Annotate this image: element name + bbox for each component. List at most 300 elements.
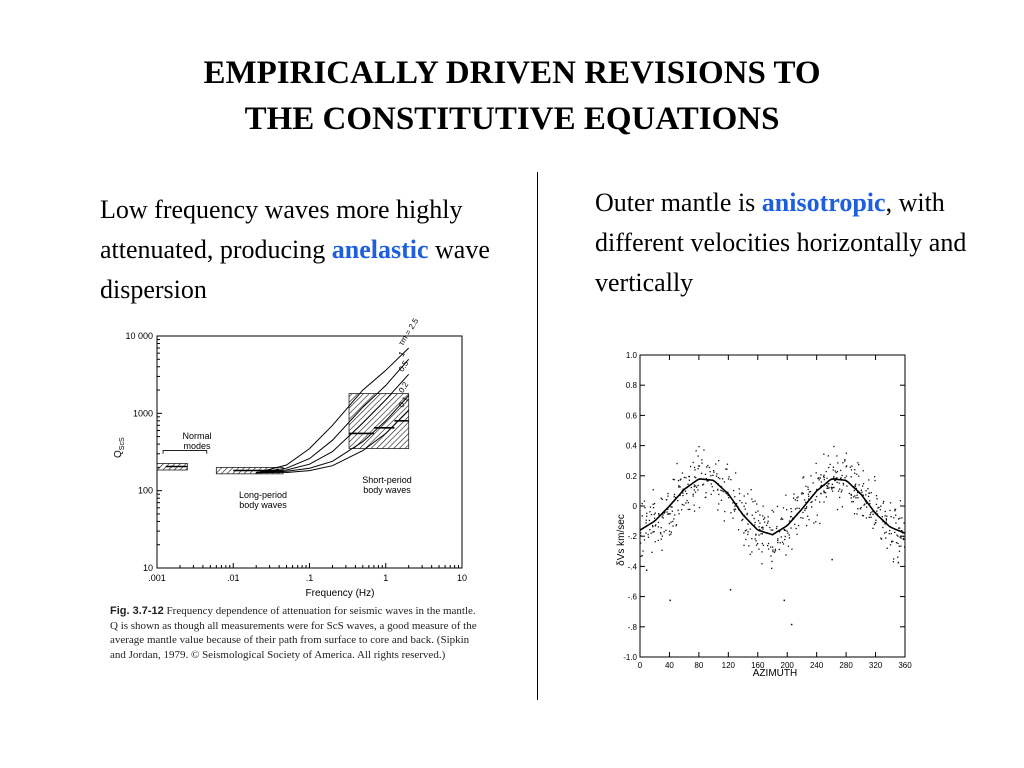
v-data-point — [861, 492, 862, 493]
v-data-point — [734, 506, 735, 507]
v-data-point — [722, 490, 723, 491]
v-data-point — [660, 532, 661, 533]
q-y-tick-label: 100 — [137, 485, 153, 496]
v-data-point — [676, 463, 677, 464]
v-data-point — [733, 490, 734, 491]
v-data-point — [816, 496, 817, 497]
v-data-point — [677, 500, 678, 501]
v-data-point — [880, 538, 881, 539]
v-data-point — [718, 494, 719, 495]
v-data-point — [750, 554, 751, 555]
v-data-point — [759, 514, 760, 515]
v-data-point — [735, 509, 736, 510]
v-data-point — [791, 511, 792, 512]
v-data-point — [837, 471, 838, 472]
q-x-tick-label: .1 — [305, 573, 314, 583]
v-data-point — [694, 511, 695, 512]
v-data-point — [855, 484, 856, 485]
v-data-point — [890, 516, 891, 517]
v-data-point — [784, 539, 785, 540]
v-data-point — [694, 469, 695, 470]
v-data-point — [842, 462, 843, 463]
v-data-point — [660, 533, 661, 534]
v-data-point — [885, 515, 886, 516]
v-data-point — [807, 516, 808, 517]
v-data-point — [688, 502, 689, 503]
v-data-point — [786, 509, 787, 510]
v-data-point — [651, 514, 652, 515]
left-text-before: Low frequency waves more highly attenuated, producing — [100, 195, 463, 264]
v-data-point — [891, 541, 892, 542]
v-data-point — [770, 555, 771, 556]
v-data-point — [791, 624, 793, 626]
short-period-label-2: body waves — [363, 485, 411, 495]
v-data-point — [722, 478, 723, 479]
v-data-point — [842, 475, 843, 476]
v-data-point — [688, 509, 689, 510]
v-data-point — [693, 495, 694, 496]
v-data-point — [703, 484, 704, 485]
v-data-point — [854, 513, 855, 514]
v-data-point — [798, 525, 799, 526]
v-data-point — [779, 549, 780, 550]
title-line-2: THE CONSTITUTIVE EQUATIONS — [244, 101, 780, 137]
q-curve-label: 0.1 — [396, 394, 411, 410]
v-data-point — [764, 517, 765, 518]
v-data-point — [653, 507, 654, 508]
q-x-axis-label: Frequency (Hz) — [305, 588, 375, 599]
v-data-point — [886, 532, 887, 533]
v-data-point — [893, 558, 894, 559]
v-data-point — [819, 523, 820, 524]
v-data-point — [685, 491, 686, 492]
v-data-point — [662, 499, 663, 500]
v-data-point — [797, 500, 798, 501]
v-data-point — [771, 568, 772, 569]
v-data-point — [859, 484, 860, 485]
v-data-point — [894, 510, 895, 511]
v-data-point — [744, 506, 745, 507]
v-data-point — [828, 483, 829, 484]
v-data-point — [856, 513, 857, 514]
v-data-point — [674, 479, 675, 480]
v-data-point — [693, 494, 694, 495]
v-data-point — [658, 522, 659, 523]
v-data-point — [768, 521, 769, 522]
v-data-point — [667, 493, 668, 494]
v-data-point — [735, 472, 736, 473]
v-data-point — [738, 529, 739, 530]
v-data-point — [654, 531, 655, 532]
v-data-point — [694, 505, 695, 506]
v-data-point — [890, 502, 891, 503]
v-data-point — [868, 493, 869, 494]
v-data-point — [837, 462, 838, 463]
v-data-point — [854, 469, 855, 470]
v-data-point — [772, 551, 773, 552]
v-x-tick-label: 40 — [664, 661, 674, 670]
attenuation-chart — [105, 318, 485, 603]
v-data-point — [876, 511, 877, 512]
v-data-point — [883, 501, 884, 502]
v-data-point — [745, 503, 746, 504]
v-data-point — [674, 494, 675, 495]
v-data-point — [843, 484, 844, 485]
v-data-point — [895, 509, 896, 510]
v-x-tick-label: 80 — [694, 661, 704, 670]
v-data-point — [844, 460, 845, 461]
v-data-point — [804, 510, 805, 511]
v-data-point — [851, 466, 852, 467]
v-data-point — [813, 482, 814, 483]
v-data-point — [776, 528, 777, 529]
v-data-point — [696, 487, 697, 488]
v-data-point — [672, 511, 673, 512]
v-data-point — [813, 522, 814, 523]
v-data-point — [751, 499, 752, 500]
v-data-point — [858, 464, 859, 465]
v-data-point — [817, 515, 818, 516]
v-data-point — [661, 527, 662, 528]
v-data-point — [882, 527, 883, 528]
v-data-point — [747, 493, 748, 494]
v-data-point — [863, 470, 864, 471]
v-data-point — [668, 513, 669, 514]
v-data-point — [887, 548, 888, 549]
v-data-point — [893, 517, 894, 518]
v-data-point — [741, 520, 742, 521]
v-data-point — [834, 480, 835, 481]
v-data-point — [718, 460, 719, 461]
v-data-point — [793, 498, 794, 499]
v-data-point — [644, 501, 645, 502]
v-data-point — [745, 530, 746, 531]
v-data-point — [748, 531, 749, 532]
v-data-point — [855, 497, 856, 498]
v-data-point — [705, 474, 706, 475]
v-data-point — [739, 488, 740, 489]
q-curve-label: 0.5 — [396, 359, 411, 374]
v-data-point — [840, 478, 841, 479]
v-data-point — [713, 490, 714, 491]
v-x-tick-label: 280 — [839, 661, 853, 670]
v-data-point — [868, 496, 869, 497]
v-data-point — [739, 493, 740, 494]
v-data-point — [846, 485, 847, 486]
v-data-point — [899, 551, 900, 552]
v-data-point — [815, 499, 816, 500]
v-data-point — [819, 501, 820, 502]
v-data-point — [658, 540, 659, 541]
v-data-point — [724, 481, 725, 482]
v-data-point — [689, 476, 690, 477]
v-data-point — [889, 533, 890, 534]
left-body-text — [100, 190, 520, 310]
v-data-point — [903, 536, 904, 537]
v-data-point — [787, 533, 788, 534]
v-data-point — [874, 524, 875, 525]
v-data-point — [694, 489, 695, 490]
v-data-point — [795, 508, 796, 509]
v-data-point — [783, 543, 784, 544]
v-data-point — [678, 510, 679, 511]
v-data-point — [856, 474, 857, 475]
v-data-point — [685, 477, 686, 478]
v-data-point — [827, 488, 828, 489]
v-data-point — [682, 493, 683, 494]
v-data-point — [884, 532, 885, 533]
v-data-point — [832, 484, 833, 485]
v-data-point — [857, 462, 858, 463]
v-data-point — [900, 537, 901, 538]
v-data-point — [760, 533, 761, 534]
v-data-point — [673, 518, 674, 519]
anisotropy-figure — [600, 340, 920, 685]
v-data-point — [698, 446, 699, 447]
v-data-point — [762, 528, 763, 529]
v-data-point — [772, 530, 773, 531]
v-data-point — [857, 497, 858, 498]
v-data-point — [768, 516, 769, 517]
v-data-point — [876, 498, 877, 499]
v-plot-frame — [640, 355, 905, 657]
v-data-point — [870, 512, 871, 513]
v-data-point — [872, 511, 873, 512]
v-data-point — [798, 496, 799, 497]
v-data-point — [777, 542, 778, 543]
v-data-point — [721, 500, 722, 501]
v-data-point — [839, 497, 840, 498]
v-data-point — [897, 543, 898, 544]
v-data-point — [788, 546, 789, 547]
v-data-point — [870, 517, 871, 518]
v-y-tick-label: 1.0 — [625, 351, 637, 360]
v-data-point — [730, 512, 731, 513]
v-data-point — [895, 522, 896, 523]
v-data-point — [683, 505, 684, 506]
v-data-point — [825, 492, 826, 493]
v-data-point — [804, 499, 805, 500]
v-data-point — [763, 519, 764, 520]
v-data-point — [648, 537, 649, 538]
v-data-point — [837, 509, 838, 510]
v-data-point — [730, 479, 731, 480]
short-period-label-1: Short-period — [362, 475, 412, 485]
v-data-point — [844, 477, 845, 478]
v-data-point — [851, 501, 852, 502]
v-data-point — [823, 475, 824, 476]
v-data-point — [707, 465, 708, 466]
v-data-point — [743, 532, 744, 533]
v-data-point — [854, 490, 855, 491]
v-data-point — [682, 504, 683, 505]
v-data-point — [863, 483, 864, 484]
v-data-point — [682, 472, 683, 473]
v-data-point — [876, 504, 877, 505]
v-data-point — [678, 480, 679, 481]
v-data-point — [654, 503, 655, 504]
anisotropic-highlight: anisotropic — [761, 188, 886, 217]
v-data-point — [755, 534, 756, 535]
v-y-tick-label: 0.6 — [625, 411, 637, 421]
v-data-point — [898, 562, 900, 564]
long-period-label-2: body waves — [239, 500, 287, 510]
v-data-point — [671, 532, 672, 533]
v-data-point — [689, 480, 690, 481]
v-data-point — [686, 493, 687, 494]
v-data-point — [646, 513, 647, 514]
v-data-point — [777, 538, 778, 539]
title-line-1: EMPIRICALLY DRIVEN REVISIONS TO — [203, 55, 821, 91]
v-data-point — [684, 477, 685, 478]
v-data-point — [767, 545, 768, 546]
v-data-point — [757, 543, 758, 544]
v-data-point — [856, 495, 857, 496]
v-data-point — [746, 529, 747, 530]
v-data-point — [655, 524, 656, 525]
v-data-point — [694, 476, 695, 477]
v-data-point — [672, 521, 673, 522]
v-data-point — [695, 492, 696, 493]
v-data-point — [673, 479, 674, 480]
v-data-point — [728, 478, 729, 479]
v-data-point — [756, 545, 757, 546]
v-y-axis-label: δVs km/sec — [616, 514, 627, 566]
v-data-point — [874, 480, 875, 481]
v-data-point — [693, 462, 694, 463]
v-data-point — [762, 533, 763, 534]
v-data-point — [796, 528, 797, 529]
v-data-point — [762, 527, 763, 528]
normal-modes-bracket — [163, 451, 207, 454]
v-data-point — [820, 478, 821, 479]
v-data-point — [642, 555, 643, 556]
v-data-point — [746, 514, 747, 515]
v-data-point — [745, 508, 746, 509]
v-data-point — [894, 532, 895, 533]
v-data-point — [836, 472, 837, 473]
v-data-point — [808, 489, 809, 490]
v-data-point — [855, 486, 856, 487]
v-data-point — [728, 476, 729, 477]
v-data-point — [831, 559, 833, 561]
v-data-point — [841, 490, 842, 491]
v-data-point — [766, 525, 767, 526]
v-data-point — [666, 499, 667, 500]
v-data-point — [781, 536, 782, 537]
v-data-point — [898, 528, 899, 529]
v-data-point — [770, 546, 771, 547]
v-data-point — [644, 507, 645, 508]
v-data-point — [787, 531, 788, 532]
v-data-point — [763, 506, 764, 507]
v-data-point — [828, 455, 829, 456]
v-y-tick-label: 0.8 — [625, 381, 637, 391]
v-data-point — [670, 521, 671, 522]
v-data-point — [698, 455, 699, 456]
v-data-point — [807, 487, 808, 488]
v-data-point — [687, 484, 688, 485]
v-data-point — [835, 470, 836, 471]
v-data-point — [718, 503, 719, 504]
v-data-point — [759, 523, 760, 524]
v-data-point — [699, 507, 700, 508]
v-data-point — [810, 491, 811, 492]
v-data-point — [686, 500, 687, 501]
v-data-point — [649, 511, 650, 512]
v-data-point — [785, 495, 786, 496]
v-data-point — [709, 467, 710, 468]
v-data-point — [780, 519, 781, 520]
v-data-point — [755, 501, 756, 502]
v-data-point — [717, 489, 718, 490]
v-data-point — [701, 463, 702, 464]
v-data-point — [784, 600, 786, 602]
v-data-point — [795, 499, 796, 500]
v-data-point — [775, 550, 776, 551]
v-data-point — [823, 490, 824, 491]
v-data-point — [820, 474, 821, 475]
right-body-text — [595, 183, 1015, 303]
v-data-point — [775, 549, 776, 550]
v-data-point — [739, 500, 740, 501]
v-data-point — [831, 487, 832, 488]
v-data-point — [658, 513, 659, 514]
v-data-point — [776, 526, 777, 527]
v-data-point — [771, 561, 772, 562]
v-data-point — [711, 494, 712, 495]
v-data-point — [734, 496, 735, 497]
v-data-point — [723, 491, 724, 492]
v-data-point — [843, 483, 844, 484]
q-y-axis-label: $Q_{ScS}$ — [113, 437, 126, 458]
v-data-point — [654, 514, 655, 515]
v-data-point — [851, 469, 852, 470]
v-data-point — [794, 524, 795, 525]
slide-title — [0, 50, 1024, 142]
v-data-point — [769, 527, 770, 528]
v-data-point — [862, 485, 863, 486]
v-data-point — [867, 488, 868, 489]
v-data-point — [751, 489, 752, 490]
v-data-point — [752, 515, 753, 516]
v-data-point — [808, 494, 809, 495]
v-data-point — [642, 550, 643, 551]
v-data-point — [732, 518, 733, 519]
v-data-point — [644, 539, 645, 540]
v-data-point — [803, 493, 804, 494]
v-data-point — [758, 549, 759, 550]
v-data-point — [669, 531, 670, 532]
v-data-point — [680, 486, 681, 487]
v-data-point — [782, 542, 783, 543]
v-data-point — [816, 472, 817, 473]
v-data-point — [718, 477, 719, 478]
v-data-point — [805, 508, 806, 509]
figure-caption — [110, 604, 480, 662]
v-data-point — [727, 464, 728, 465]
v-data-point — [805, 486, 806, 487]
v-data-point — [640, 542, 641, 543]
v-data-point — [694, 484, 695, 485]
v-data-point — [863, 515, 864, 516]
v-data-point — [836, 482, 837, 483]
attenuation-figure — [105, 318, 485, 608]
v-data-point — [705, 497, 706, 498]
v-data-point — [826, 478, 827, 479]
v-data-point — [904, 546, 905, 547]
v-data-point — [833, 476, 834, 477]
